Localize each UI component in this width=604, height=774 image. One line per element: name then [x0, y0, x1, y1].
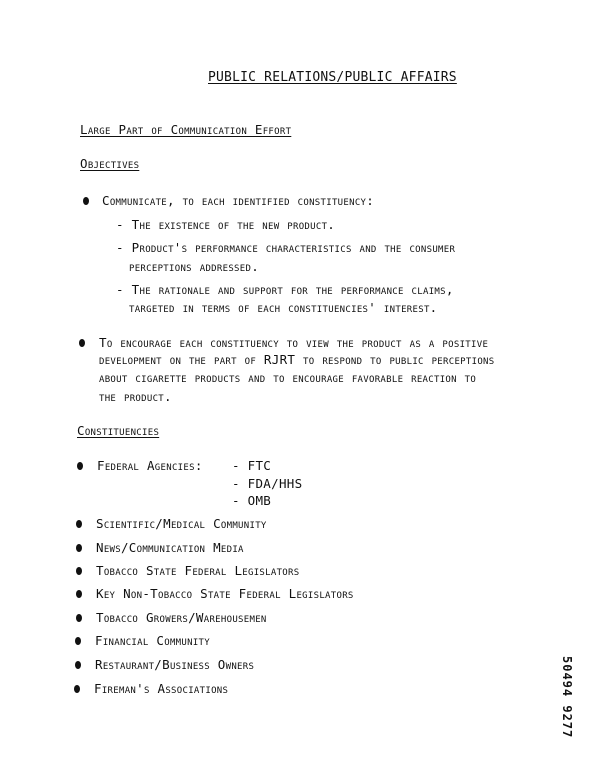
bullet-icon — [83, 197, 89, 205]
bullet-icon — [76, 520, 82, 528]
objective-sub-existence: - The existence of the new product. — [116, 217, 336, 232]
federal-agency-fda-hhs: - FDA/HHS — [232, 476, 303, 491]
bullet-icon — [79, 339, 85, 347]
bullet-icon — [75, 661, 81, 669]
objective-sub-rationale-l1: - The rationale and support for the performance claims, — [116, 282, 454, 297]
section-heading: Large Part of Communication Effort — [80, 122, 292, 137]
objective-sub-rationale-l2: targeted in terms of each constituencies' interest. — [129, 300, 438, 315]
constituencies-heading: Constituencies — [77, 423, 160, 438]
bullet-icon — [77, 462, 83, 470]
objective-sub-performance-l1: - Product's performance characteristics and the consumer — [116, 240, 456, 255]
bullet-icon — [76, 614, 82, 622]
federal-agency-omb: - OMB — [232, 493, 272, 508]
objective-sub-performance-l2: perceptions addressed. — [129, 259, 260, 274]
constituency-scientific-medical: Scientific/Medical Community — [96, 516, 267, 531]
objective-encourage-l4: the product. — [99, 389, 172, 404]
objective-encourage-l2: development on the part of RJRT to respond to public perceptions — [99, 352, 495, 367]
constituency-tobacco-state-legislators: Tobacco State Federal Legislators — [96, 563, 300, 578]
constituency-restaurant-business: Restaurant/Business Owners — [95, 657, 255, 672]
constituency-federal-agencies: Federal Agencies: — [97, 458, 203, 473]
constituency-financial-community: Financial Community — [95, 633, 210, 648]
objective-communicate: Communicate, to each identified constituency: — [102, 193, 375, 208]
objectives-heading: Objectives — [80, 156, 140, 171]
document-number-stamp: 50494 9277 — [560, 656, 574, 739]
objective-encourage-l1: To encourage each constituency to view the product as a positive — [99, 335, 489, 350]
constituency-non-tobacco-legislators: Key Non-Tobacco State Federal Legislators — [96, 586, 354, 601]
objective-encourage-l3: about cigarette products and to encourage favorable reaction to — [99, 370, 477, 385]
bullet-icon — [76, 590, 82, 598]
constituency-firemans-associations: Fireman's Associations — [94, 681, 229, 696]
constituency-news-media: News/Communication Media — [96, 540, 244, 555]
bullet-icon — [75, 637, 81, 645]
bullet-icon — [76, 567, 82, 575]
page-title: PUBLIC RELATIONS/PUBLIC AFFAIRS — [208, 70, 457, 85]
federal-agency-ftc: - FTC — [232, 458, 272, 473]
bullet-icon — [74, 685, 80, 693]
constituency-growers-warehousemen: Tobacco Growers/Warehousemen — [96, 610, 267, 625]
bullet-icon — [76, 544, 82, 552]
